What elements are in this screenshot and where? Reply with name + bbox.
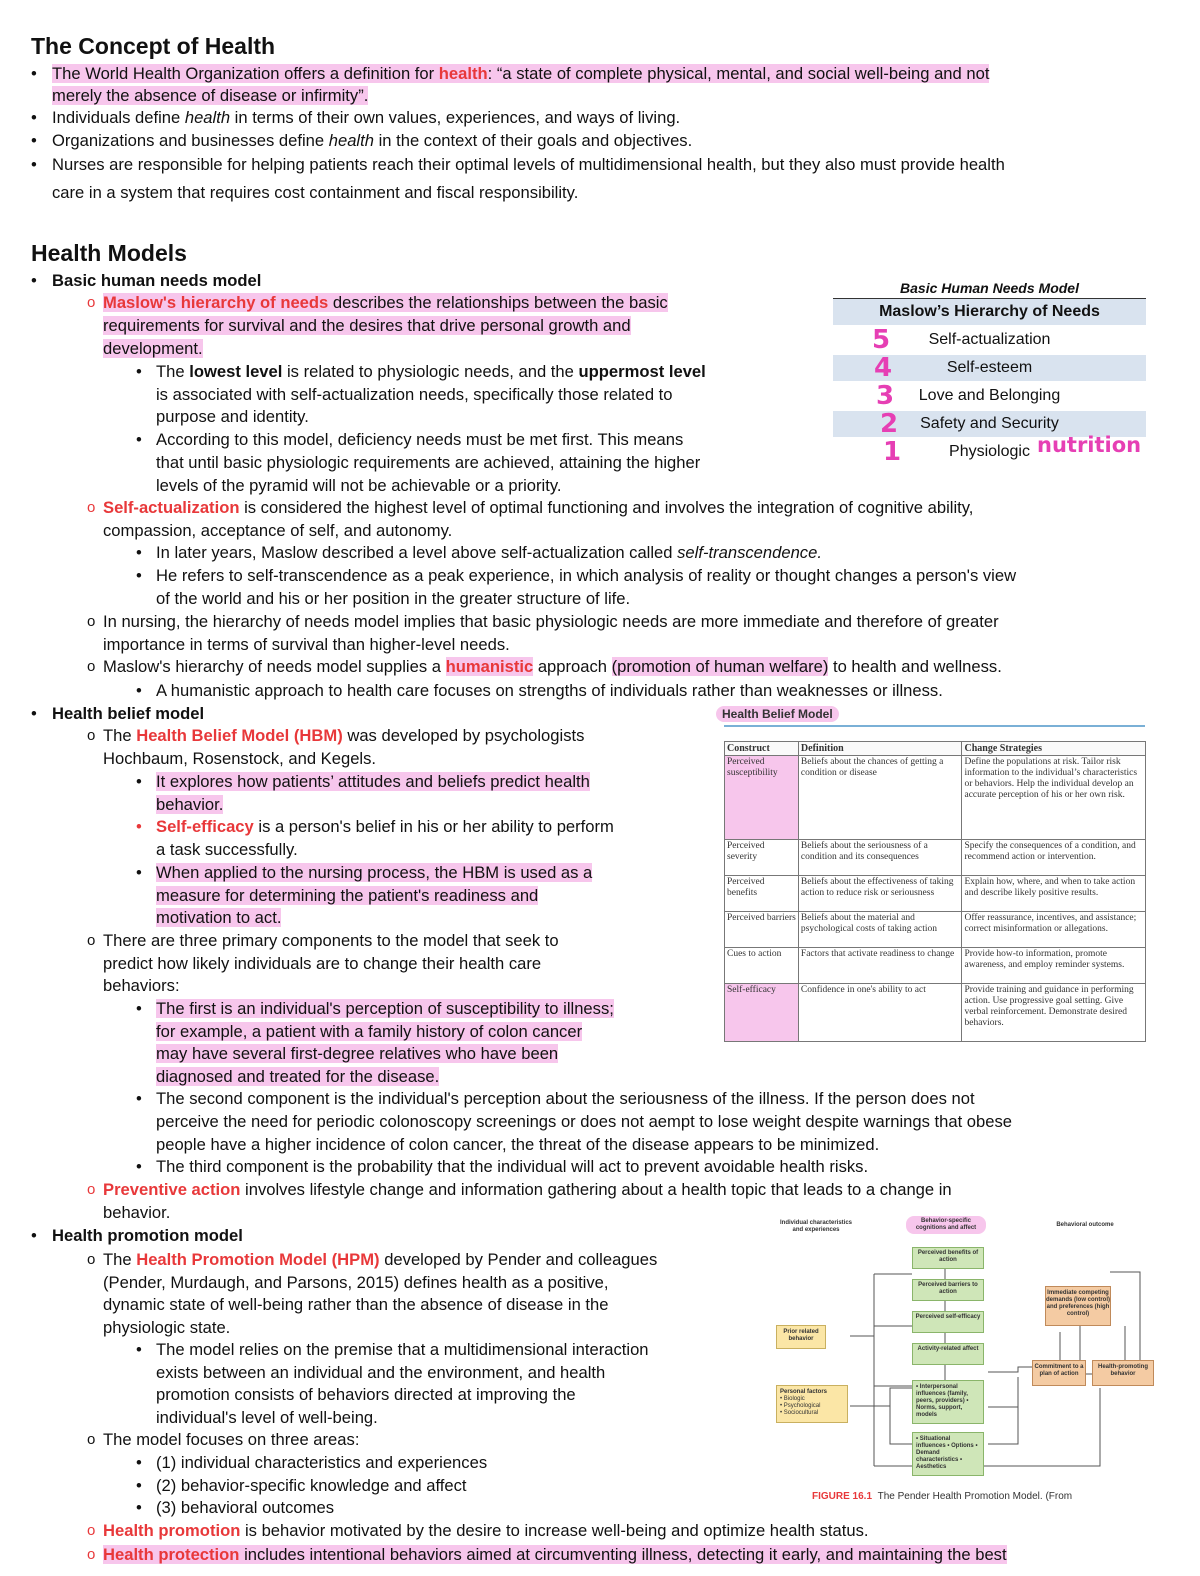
term-maslow: Maslow's hierarchy of needs [103,293,329,312]
term-self-actualization: Self-actualization [103,498,240,517]
term-humanistic: humanistic [445,657,534,676]
term-preventive-action: Preventive action [103,1180,241,1199]
hand-number-2: 2 [880,409,899,439]
section-title-models: Health Models [31,240,187,266]
hpm-commitment: Commitment to a plan of action [1032,1360,1086,1386]
hpm-interpersonal: • Interpersonal influences (family, peers, providers) • Norms, support, models [912,1380,984,1424]
hbm-table-rule [724,725,1145,727]
hpm-col-head-individual: Individual characteristics and experiences [779,1220,853,1233]
table-row: Cues to action Factors that activate readiness to change Provide how-to information, promote awareness, and employ reminder systems. [725,948,1146,984]
maslow-caption: Basic Human Needs Model [900,280,1079,296]
term-health: health [438,64,488,83]
maslow-row-4: Self-esteem [833,355,1146,381]
hpm-health-behavior: Health-promoting behavior [1092,1360,1154,1386]
hpm-personal-factors: Personal factors • Biologic • Psychological • Sociocultural [776,1385,848,1423]
hpm-benefits: Perceived benefits of action [912,1247,984,1269]
term-self-efficacy: Self-efficacy [156,817,254,836]
table-row: Perceived severity Beliefs about the seriousness of a condition and its consequences Specify the consequences of a condition, and recommend action or intervention. [725,840,1146,876]
hand-number-3: 3 [876,381,895,411]
maslow-row-5: Self-actualization [928,331,1051,348]
hbm-table-header: Construct Definition Change Strategies [725,742,1146,756]
hbm-table-caption: Health Belief Model [716,706,839,722]
hpm-barriers: Perceived barriers to action [912,1279,984,1301]
hbm-table [724,741,1146,1042]
hpm-situational: • Situational influences • Options • Demand characteristics • Aesthetics [912,1432,984,1476]
hpm-activity-affect: Activity-related affect [912,1343,984,1365]
maslow-row-2: Safety and Security [833,411,1146,437]
term-health-protection: Health protection [103,1545,240,1564]
section-title-concept: The Concept of Health [31,33,276,59]
table-row: Perceived benefits Beliefs about the effectiveness of taking action to reduce risk or seriousness Explain how, where, and when to take action and describe likely positive results. [725,876,1146,912]
table-row: Perceived barriers Beliefs about the material and psychological costs of taking action Offer reassurance, incentives, and assistance; correct misinformation or allegations. [725,912,1146,948]
hpm-competing-demands: Immediate competing demands (low control) and preferences (high control) [1045,1286,1111,1326]
maslow-row-1: Physiologic [949,443,1030,460]
term-hpm: Health Promotion Model (HPM) [136,1250,380,1269]
hand-number-1: 1 [883,437,902,467]
maslow-row-3: Love and Belonging [918,387,1061,404]
hpm-col-head-outcome: Behavioral outcome [1056,1222,1114,1228]
hpm-prior-behavior: Prior related behavior [776,1325,826,1349]
hand-number-4: 4 [874,353,893,383]
term-health-promotion: Health promotion [103,1521,241,1540]
hpm-col-head-behavior: Behavior-specific cognitions and affect [906,1216,986,1234]
hand-number-5: 5 [872,325,891,355]
term-hbm: Health Belief Model (HBM) [136,726,343,745]
table-row: Perceived susceptibility Beliefs about the chances of getting a condition or disease Define the populations at risk. Tailor risk information to the individual’s characteristics or behaviors. Help the individual develop an accurate perception of his or her own risk. [725,756,1146,840]
hpm-self-efficacy: Perceived self-efficacy [912,1311,984,1333]
maslow-header: Maslow’s Hierarchy of Needs [833,299,1146,325]
hand-note-nutrition: nutrition [1037,433,1142,457]
table-row: Self-efficacy Confidence in one's ability to act Provide training and guidance in performing action. Use progressive goal setting. Give verbal reinforcement. Demonstrate desired behaviors. [725,984,1146,1042]
hpm-figure-caption: FIGURE 16.1 The Pender Health Promotion Model. (From [812,1491,1073,1502]
